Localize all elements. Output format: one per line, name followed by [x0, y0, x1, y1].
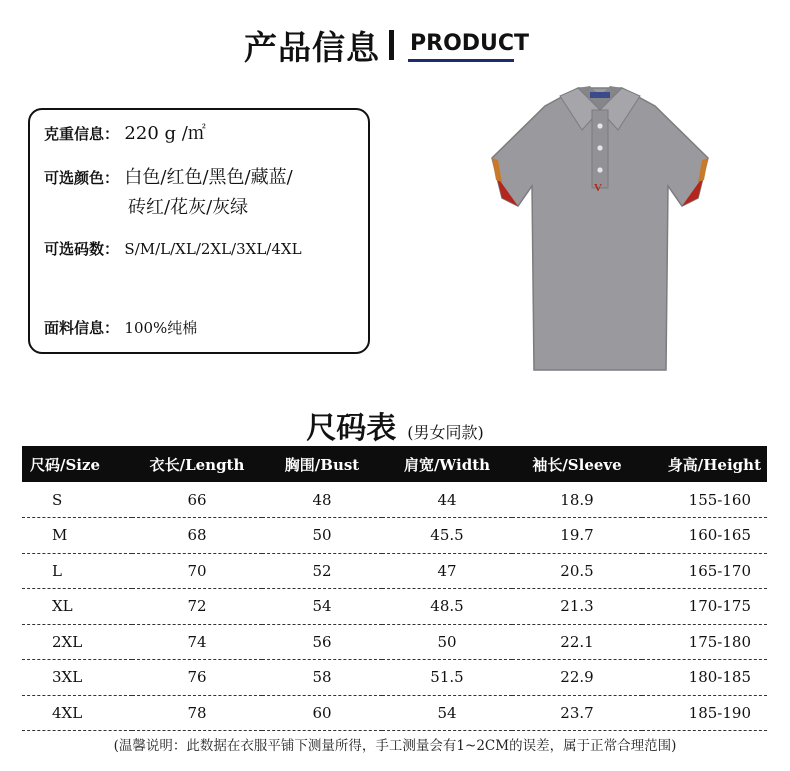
- table-cell: 72: [187, 597, 207, 616]
- colors-value-line1: 白色/红色/黑色/藏蓝/: [124, 167, 293, 188]
- header-sleeve: 袖长/Sleeve: [532, 455, 622, 474]
- sizes-value: S/M/L/XL/2XL/3XL/4XL: [124, 240, 302, 258]
- size-chart-table: [22, 446, 767, 731]
- chest-mark: V: [594, 182, 602, 194]
- table-cell: 54: [312, 597, 332, 616]
- table-cell: 22.1: [560, 632, 594, 651]
- table-row: [22, 518, 767, 554]
- size-chart-subtitle: (男女同款): [407, 423, 484, 442]
- table-cell: 47: [437, 561, 457, 580]
- colors-label: 可选颜色：: [44, 169, 120, 187]
- table-cell: 155-160: [688, 490, 751, 509]
- table-cell: 76: [187, 668, 207, 687]
- product-info-box: [28, 108, 370, 354]
- sizes-row: [44, 237, 302, 261]
- table-cell: 70: [187, 561, 207, 580]
- table-cell: 60: [312, 703, 332, 722]
- table-cell: S: [52, 490, 63, 509]
- table-row: [22, 482, 767, 518]
- table-cell: 22.9: [560, 668, 594, 687]
- table-row: [22, 589, 767, 625]
- table-cell: 50: [312, 526, 332, 545]
- table-row: [22, 553, 767, 589]
- measurement-note: (温馨说明：此数据在衣服平铺下测量所得，手工测量会有1~2CM的误差，属于正常合理范围): [113, 738, 677, 754]
- table-cell: 20.5: [560, 561, 594, 580]
- sizes-label: 可选码数：: [44, 240, 120, 258]
- table-cell: 51.5: [430, 668, 464, 687]
- colors-value-line2: 砖红/花灰/灰绿: [128, 197, 249, 218]
- table-cell: 165-170: [688, 561, 751, 580]
- table-cell: 170-175: [688, 597, 751, 616]
- table-row: [22, 624, 767, 660]
- table-cell: 66: [187, 490, 207, 509]
- table-cell: 180-185: [688, 668, 751, 687]
- fabric-label: 面料信息：: [44, 319, 120, 337]
- table-row: [22, 660, 767, 696]
- page-title-cn: 产品信息: [244, 28, 380, 67]
- size-chart-title: [0, 403, 790, 447]
- fabric-row: [44, 316, 197, 340]
- table-cell: 18.9: [560, 490, 594, 509]
- table-cell: 175-180: [688, 632, 751, 651]
- header-size: 尺码/Size: [30, 455, 101, 474]
- table-header-row: [22, 446, 767, 482]
- header-bust: 胸围/Bust: [284, 455, 360, 474]
- header-height: 身高/Height: [667, 455, 761, 474]
- weight-label: 克重信息：: [44, 125, 120, 143]
- title-underline: [408, 59, 514, 62]
- table-cell: 54: [437, 703, 457, 722]
- polo-shirt-image: [470, 78, 730, 378]
- table-cell: 52: [312, 561, 332, 580]
- table-cell: 58: [312, 668, 332, 687]
- weight-value: 220 g /㎡: [124, 123, 206, 144]
- header-width: 肩宽/Width: [403, 455, 491, 474]
- table-cell: 50: [437, 632, 457, 651]
- title-divider: [389, 30, 394, 60]
- table-cell: 74: [187, 632, 207, 651]
- table-cell: 3XL: [52, 668, 83, 687]
- table-cell: L: [52, 561, 62, 580]
- weight-row: [44, 122, 206, 146]
- colors-row-2: [128, 196, 248, 220]
- table-cell: 23.7: [560, 703, 594, 722]
- size-chart-heading: 尺码表: [306, 411, 397, 446]
- table-cell: M: [52, 526, 68, 545]
- table-cell: 21.3: [560, 597, 594, 616]
- page-title-en: PRODUCT: [410, 31, 530, 56]
- header-length: 衣长/Length: [149, 455, 245, 474]
- page-header: [0, 22, 790, 72]
- fabric-value: 100%纯棉: [124, 319, 198, 337]
- table-cell: 48.5: [430, 597, 464, 616]
- table-cell: XL: [52, 597, 73, 616]
- polo-shirt-icon: [470, 78, 730, 378]
- table-cell: 2XL: [52, 632, 83, 651]
- colors-row: [44, 166, 293, 190]
- table-cell: 19.7: [560, 526, 594, 545]
- table-cell: 48: [312, 490, 332, 509]
- table-cell: 45.5: [430, 526, 464, 545]
- table-cell: 68: [187, 526, 207, 545]
- table-row: [22, 695, 767, 731]
- table-cell: 56: [312, 632, 332, 651]
- table-cell: 44: [437, 490, 457, 509]
- table-cell: 78: [187, 703, 207, 722]
- table-cell: 160-165: [688, 526, 751, 545]
- table-cell: 4XL: [52, 703, 83, 722]
- table-cell: 185-190: [688, 703, 751, 722]
